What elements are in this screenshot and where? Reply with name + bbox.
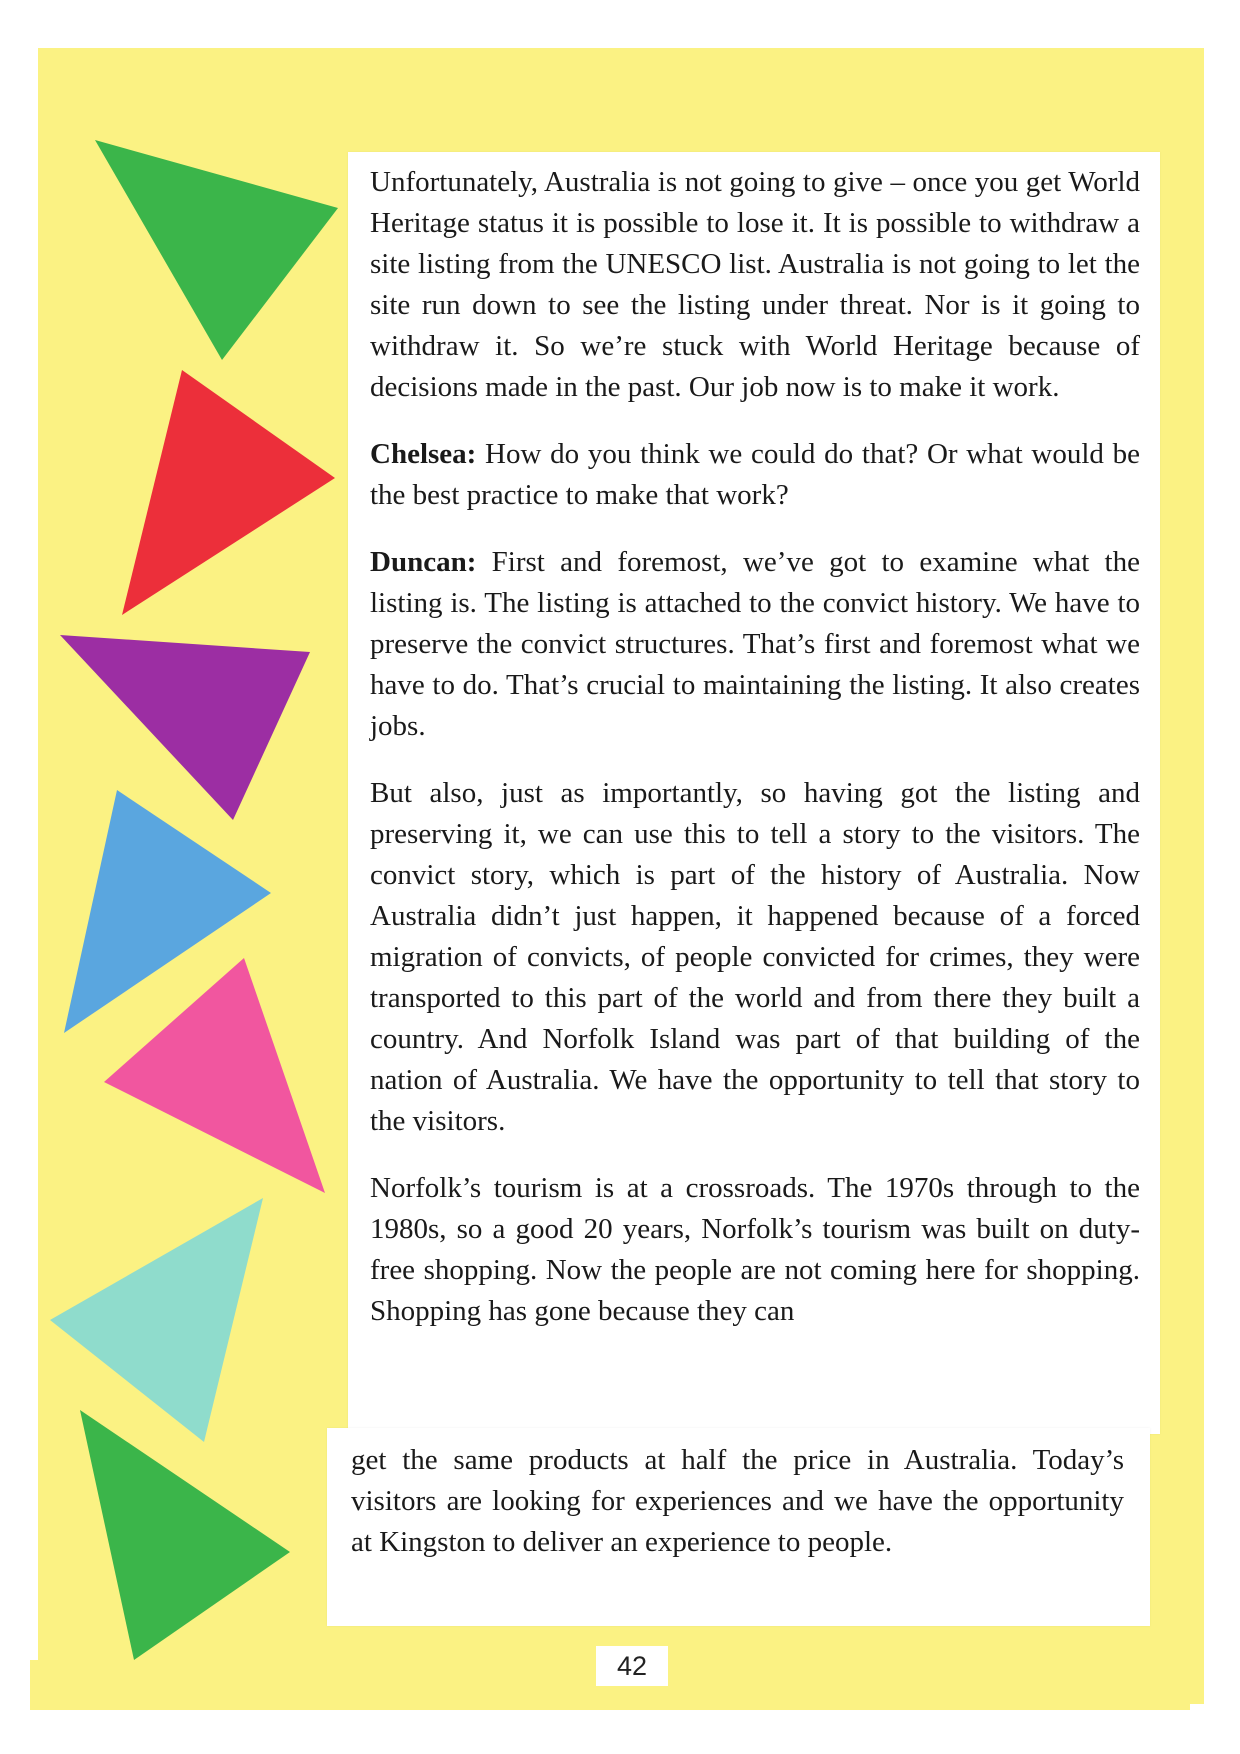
paragraph-text: Unfortunately, Australia is not going to give – once you get World Heritage status it is possible to lose it. It is possible to withdraw a site listing from the UNESCO list. Australia is not going to let the site run down to see the listing under threat. Nor is it going to withdraw it. So we’re stuck with World Heritage because of decisions made in the past. Our job now is to make it work. [370, 166, 1140, 403]
paragraph-3 [370, 542, 1140, 747]
speaker-label: Duncan: [370, 546, 477, 578]
speaker-label: Chelsea: [370, 438, 477, 470]
purple-triangle [60, 635, 310, 820]
paragraph-2 [370, 434, 1140, 516]
text-panel-bottom [327, 1428, 1150, 1626]
page-number: 42 [596, 1646, 668, 1686]
paragraph-text: How do you think we could do that? Or what would be the best practice to make that work? [370, 438, 1140, 511]
paragraph-text: Norfolk’s tourism is at a crossroads. The 1970s through to the 1980s, so a good 20 years, Norfolk’s tourism was built on duty-free shopping. Now the people are not coming here for shopping. Shopping has gone because they can [370, 1172, 1140, 1327]
paragraph-5 [370, 1168, 1140, 1332]
green-triangle-bottom [80, 1410, 290, 1660]
text-panel-top [348, 152, 1160, 1434]
red-triangle [122, 370, 335, 615]
paragraph-text: First and foremost, we’ve got to examine what the listing is. The listing is attached to the convict history. We have to preserve the convict structures. That’s first and foremost what we have to do. That’s crucial to maintaining the listing. It also creates jobs. [370, 546, 1140, 742]
paragraph-text: But also, just as importantly, so having got the listing and preserving it, we can use this to tell a story to the visitors. The convict story, which is part of the history of Australia. Now Australia didn’t just happen, it happened because of a forced migration of convicts, of people convicted for crimes, they were transported to this part of the world and from there they built a country. And Norfolk Island was part of that building of the nation of Australia. We have the opportunity to tell that story to the visitors. [370, 777, 1140, 1137]
paragraph-1 [370, 162, 1140, 408]
pink-triangle [104, 958, 325, 1193]
paragraph-4 [370, 773, 1140, 1142]
paragraph-continued: get the same products at half the price in Australia. Today’s visitors are looking for experiences and we have the opportunity at Kingston to deliver an experience to people. [351, 1444, 1124, 1558]
green-triangle-top [95, 140, 338, 360]
aqua-triangle [50, 1198, 263, 1442]
